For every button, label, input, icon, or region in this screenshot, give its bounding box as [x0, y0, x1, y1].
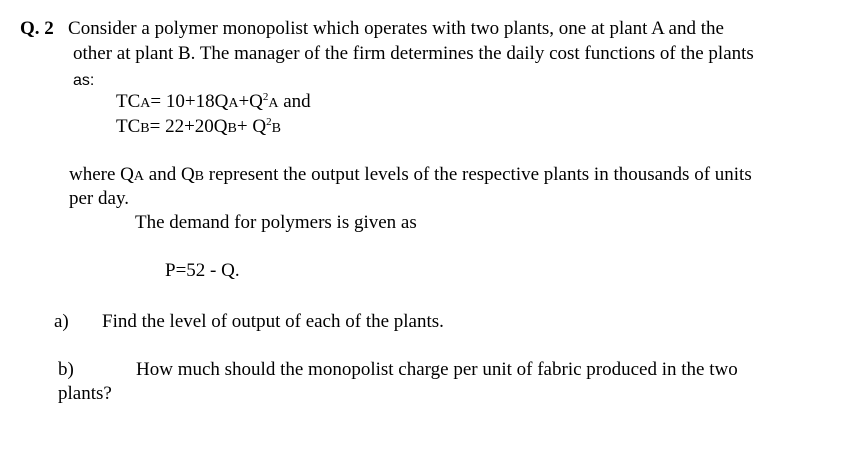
tca-q2-subscript: A: [268, 96, 279, 111]
tcb-plus-q: + Q: [236, 116, 267, 137]
where-text-c: represent the output levels of the respective plants in thousands of units: [204, 164, 752, 185]
part-b-label: b): [58, 359, 74, 380]
tcb-subscript: B: [140, 121, 150, 136]
tcb-superscript: 2: [266, 116, 272, 128]
intro-text-line-3: as:: [73, 72, 95, 89]
tca-label: TC: [116, 91, 141, 112]
question-number: Q. 2: [20, 18, 54, 39]
tca-and: and: [278, 91, 311, 112]
intro-text-line-1: Consider a polymer monopolist which operates with two plants, one at plant A and the: [68, 18, 724, 39]
question-header-line: [20, 18, 724, 40]
tca-qa-subscript: A: [228, 96, 239, 111]
demand-equation: P=52 - Q.: [165, 260, 240, 281]
cost-function-a: [116, 91, 311, 115]
where-line-2: per day.: [69, 188, 129, 209]
cost-function-b: [116, 116, 281, 140]
where-text-b: and Q: [144, 164, 195, 185]
tca-superscript: 2: [262, 91, 269, 103]
where-text-a: where Q: [69, 164, 134, 185]
tcb-q2-subscript: B: [271, 121, 281, 136]
part-a-text: Find the level of output of each of the plants.: [102, 311, 444, 332]
where-line-1: [69, 164, 752, 188]
tca-equation: = 10+18Q: [150, 91, 229, 112]
where-qb-subscript: B: [194, 169, 205, 184]
tca-plus-q: +Q: [238, 91, 263, 112]
demand-intro: The demand for polymers is given as: [135, 212, 417, 233]
part-a-label: a): [54, 311, 69, 332]
part-b-text-2: plants?: [58, 383, 112, 404]
part-b-text: How much should the monopolist charge per unit of fabric produced in the two: [136, 359, 738, 380]
where-qa-subscript: A: [133, 169, 145, 184]
intro-text-line-2: other at plant B. The manager of the firm determines the daily cost functions of the plants: [73, 43, 754, 64]
tcb-equation: = 22+20Q: [149, 116, 228, 137]
tca-subscript: A: [140, 96, 151, 111]
tcb-label: TC: [116, 116, 141, 137]
tcb-qb-subscript: B: [227, 121, 237, 136]
